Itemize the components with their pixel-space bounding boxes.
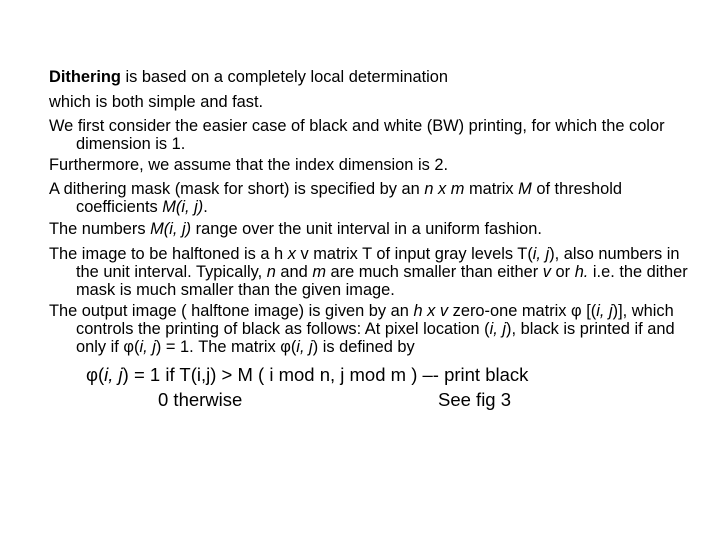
paragraph-text: ) = 1. The matrix φ( <box>155 338 297 356</box>
formula-line-1 <box>86 364 528 386</box>
paragraph-dithering-mask <box>49 180 689 216</box>
paragraph-text: ), also numbers in the unit interval. Typically, <box>76 245 680 281</box>
math-term: i, j <box>104 364 123 385</box>
paragraph-text: of threshold coefficients <box>76 180 622 216</box>
paragraph-text: )], which controls the printing of black as follows: At pixel location ( <box>76 302 674 338</box>
paragraph-text: The image to be halftoned is a h <box>49 245 288 263</box>
math-term: n x m <box>424 180 465 198</box>
paragraph-text: ) is defined by <box>312 338 415 356</box>
math-term: i, j <box>296 338 313 356</box>
math-term: h x v <box>413 302 449 320</box>
math-term: M(i, j) <box>150 220 192 238</box>
math-term: j <box>609 302 613 320</box>
math-term: x <box>287 245 296 263</box>
paragraph-numbers-range <box>49 220 689 238</box>
formula-line-2-otherwise: 0 therwise <box>158 389 243 410</box>
formula-text: ) = 1 if T(i,j) > M ( i mod n, j mod m ) –- print black <box>122 364 529 385</box>
paragraph-text: is based on a completely local determination <box>120 68 449 86</box>
paragraph-text: ), black is printed if and only if φ( <box>76 320 675 356</box>
figure-reference: See fig 3 <box>438 389 512 410</box>
paragraph-text: and <box>275 263 313 281</box>
paragraph-text: zero-one matrix φ [( <box>448 302 597 320</box>
math-term: i, j <box>489 320 507 338</box>
paragraph-text: are much smaller than either <box>325 263 543 281</box>
math-term: i, j <box>139 338 156 356</box>
math-term: i, j <box>532 245 550 263</box>
paragraph-bw-printing: We first consider the easier case of black and white (BW) printing, for which the color dimension is 1. <box>49 117 665 153</box>
paragraph-text: or <box>551 263 575 281</box>
math-term: v <box>542 263 551 281</box>
paragraph-image-halftoned <box>49 245 689 299</box>
paragraph-output-image <box>49 302 689 356</box>
paragraph-text: i.e. the dither mask is much smaller than the given image. <box>76 263 688 299</box>
paragraph-dithering-intro <box>49 68 689 86</box>
paragraph-simple-fast: which is both simple and fast. <box>49 93 264 111</box>
math-term: h. <box>574 263 589 281</box>
math-term: M <box>518 180 532 198</box>
paragraph-text: matrix <box>464 180 519 198</box>
paragraph-text: range over the unit interval in a uniform fashion. <box>191 220 542 238</box>
paragraph-index-dimension: Furthermore, we assume that the index dimension is 2. <box>49 156 449 174</box>
paragraph-text: v matrix T of input gray levels T( <box>295 245 533 263</box>
math-term: M(i, j) <box>162 198 204 216</box>
formula-text: φ( <box>86 364 105 385</box>
paragraph-text: The output image ( halftone image) is given by an <box>49 302 414 320</box>
paragraph-text: . <box>203 198 208 216</box>
math-term: i, <box>596 302 605 320</box>
term-dithering: Dithering <box>49 68 121 86</box>
paragraph-text: The numbers <box>49 220 151 238</box>
math-term: n <box>266 263 276 281</box>
math-term: m <box>312 263 326 281</box>
paragraph-text: A dithering mask (mask for short) is specified by an <box>49 180 425 198</box>
